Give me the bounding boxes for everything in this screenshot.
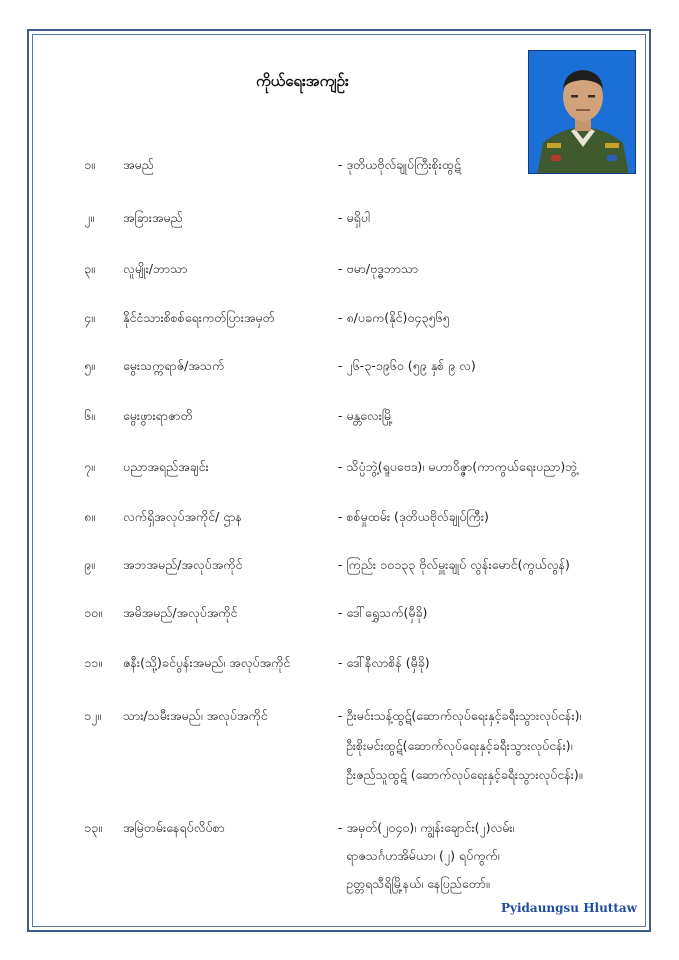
- footer-credit: Pyidaungsu Hluttaw: [500, 901, 637, 915]
- row-number: ၁၂။: [84, 708, 101, 723]
- row-number: ၅။: [84, 358, 95, 373]
- row-number: ၁၃။: [84, 820, 102, 835]
- row-value: - ဗမာ/ဗုဒ္ဓဘာသာ: [338, 261, 419, 276]
- row-number: ၃။: [84, 261, 95, 276]
- row-number: ၄။: [84, 310, 95, 325]
- row-label: လူမျိုး/ဘာသာ: [123, 261, 188, 276]
- row-value-continuation: ဦးစိုးမင်းထွဋ်(ဆောက်လုပ်ရေးနှင့်ခရီးသွားလုပ်ငန်း)၊: [346, 738, 573, 753]
- row-value: - ကြည်း ၁၀၁၃၃ ဗိုလ်မှူးချုပ် လွန်းမောင်(ကွယ်လွန်): [338, 557, 570, 572]
- row-label: အဘအမည်/အလုပ်အကိုင်: [123, 557, 243, 572]
- row-number: ၇။: [84, 459, 95, 474]
- row-value: - မန္တလေးမြို့: [338, 408, 393, 423]
- row-label: နိုင်ငံသားစိစစ်ရေးကတ်ပြားအမှတ်: [123, 310, 275, 325]
- row-value: - ဒုတိယဗိုလ်ချုပ်ကြီးစိုးထွဋ်: [338, 157, 461, 172]
- row-label: ဇနီး(သို့)ခင်ပွန်းအမည်၊ အလုပ်အကိုင်: [123, 655, 291, 670]
- row-number: ၁၀။: [84, 605, 102, 620]
- row-label: အမြဲတမ်းနေရပ်လိပ်စာ: [123, 820, 225, 835]
- row-value-continuation: ရာဇသင်္ဂဟအိမ်ယာ၊ (၂) ရပ်ကွက်၊: [346, 848, 500, 863]
- row-value: - ၈/ပခက(နိုင်)၀၄၃၅၆၅: [338, 310, 450, 325]
- row-label: အမိအမည်/အလုပ်အကိုင်: [123, 605, 238, 620]
- row-label: မွေးဖွားရာဇာတိ: [123, 408, 193, 423]
- page-title: ကိုယ်ရေးအကျဉ်း: [256, 72, 349, 90]
- row-label: သား/သမီးအမည်၊ အလုပ်အကိုင်: [123, 708, 268, 723]
- row-value: - ဒေါ်ရွှေသက်(မှီခို): [338, 605, 428, 620]
- row-value-continuation: ဦးဇည်သူထွဋ် (ဆောက်လုပ်ရေးနှင့်ခရီးသွားလုပ်ငန်း)။: [346, 767, 583, 782]
- row-value: - မရှိပါ: [338, 210, 371, 225]
- row-label: မွေးသက္ကရာဇ်/အသက်: [123, 358, 225, 373]
- row-value: - စစ်မှုထမ်း (ဒုတိယဗိုလ်ချုပ်ကြီး): [338, 509, 489, 524]
- row-value: - ဒေါ်နီလာစိန် (မှီခို): [338, 655, 430, 670]
- row-number: ၁၁။: [84, 655, 102, 670]
- row-number: ၉။: [84, 557, 95, 572]
- row-value: - ၂၆-၃-၁၉၆၀ (၅၉ နှစ် ၉ လ): [338, 358, 476, 373]
- row-value-continuation: ဥတ္တရသီရိမြို့နယ်၊ နေပြည်တော်။: [346, 876, 490, 891]
- row-label: အခြားအမည်: [123, 210, 183, 225]
- row-number: ၂။: [84, 210, 94, 225]
- row-number: ၆။: [84, 408, 95, 423]
- portrait-photo: [528, 50, 636, 174]
- row-label: အမည်: [123, 157, 154, 172]
- row-value: - ဦးမင်းသန့်ထွဋ်(ဆောက်လုပ်ရေးနှင့်ခရီးသွားလုပ်ငန်း)၊: [338, 708, 582, 723]
- row-label: လက်ရှိအလုပ်အကိုင်/ ဌာန: [123, 509, 242, 524]
- row-value: - အမှတ်(၂၀၄၀)၊ ကျွန်းချောင်း(၂)လမ်း၊: [338, 820, 515, 835]
- row-value: - သိပ္ပံဘွဲ့(ရူပဗေဒ)၊ မဟာဝိဇ္ဇာ(ကာကွယ်ရေးပညာ)ဘွဲ့: [338, 459, 578, 474]
- row-number: ၈။: [84, 509, 95, 524]
- row-label: ပညာအရည်အချင်း: [123, 459, 209, 474]
- row-number: ၁။: [84, 157, 95, 172]
